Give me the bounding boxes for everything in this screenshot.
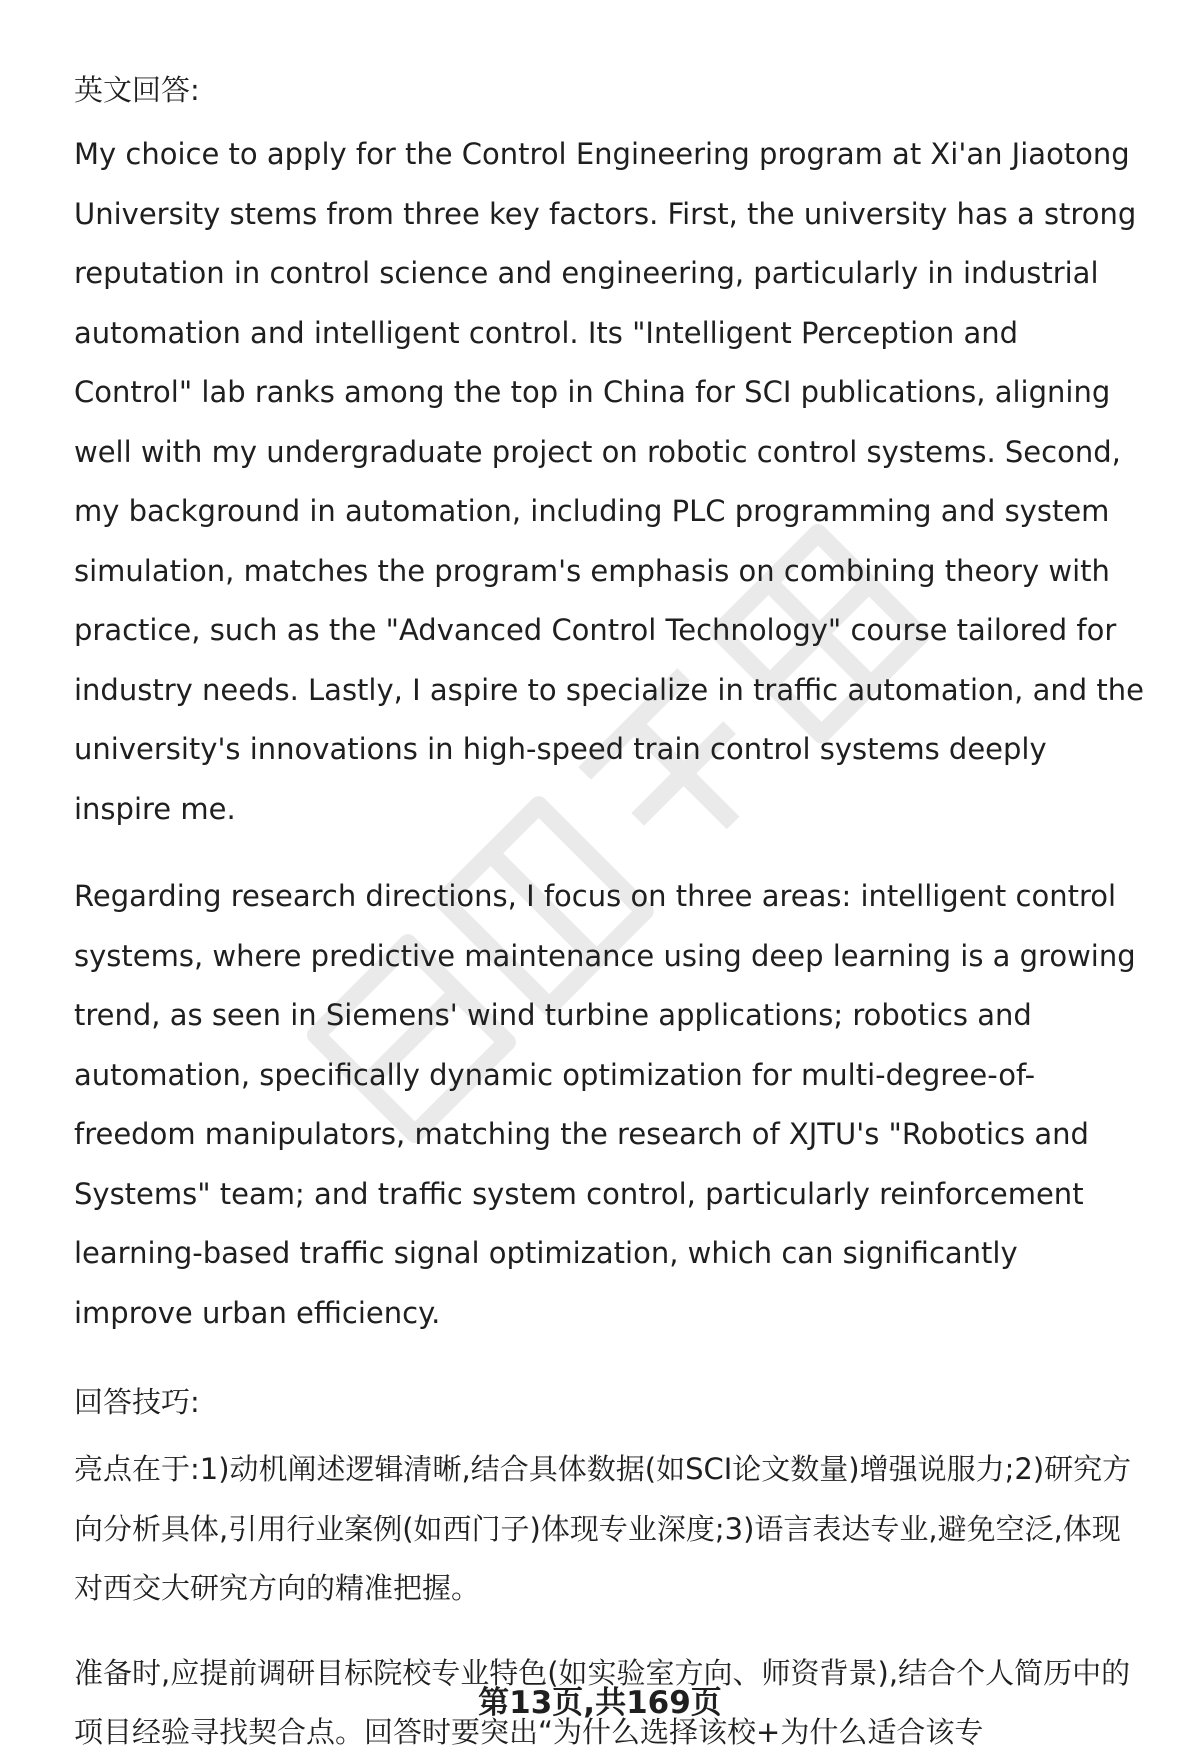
english-answer-paragraph-1: My choice to apply for the Control Engineering program at Xi'an Jiaotong University stems from three key factors. First, the university has a strong reputation in control science and engineering, particularly in industrial automation and intelligent control. Its "Intelligent Perception and Control" lab ranks among the top in China for SCI publications, aligning well with my undergraduate project on robotic control systems. Second, my background in automation, including PLC programming and system simulation, matches the program's emphasis on combining theory with practice, such as the "Advanced Control Technology" course tailored for industry needs. Lastly, I aspire to specialize in traffic automation, and the university's innovations in high-speed train control systems deeply inspire me. [74, 137, 1144, 826]
english-answer-heading: 英文回答: [74, 73, 200, 107]
document-content [74, 68, 1144, 1763]
english-answer-paragraph-2: Regarding research directions, I focus on three areas: intelligent control systems, where predictive maintenance using deep learning is a growing trend, as seen in Siemens' wind turbine applications; robotics and automation, specifically dynamic optimization for multi-degree-of-freedom manipulators, matching the research of XJTU's "Robotics and Systems" team; and traffic system control, particularly reinforcement learning-based traffic signal optimization, which can significantly improve urban efficiency. [74, 879, 1136, 1330]
page-number: 第13页,共169页 [478, 1685, 722, 1721]
preparation-paragraph: 准备时,应提前调研目标院校专业特色(如实验室方向、师资背景),结合个人简历中的项目经验寻找契合点。回答时要突出“为什么选择该校+为什么适合该专 [74, 1655, 1131, 1749]
tips-heading: 回答技巧: [74, 1385, 200, 1419]
tips-paragraph: 亮点在于:1)动机阐述逻辑清晰,结合具体数据(如SCI论文数量)增强说服力;2)研究方向分析具体,引用行业案例(如西门子)体现专业深度;3)语言表达专业,避免空泛,体现对西交大研究方向的精准把握。 [74, 1452, 1132, 1605]
